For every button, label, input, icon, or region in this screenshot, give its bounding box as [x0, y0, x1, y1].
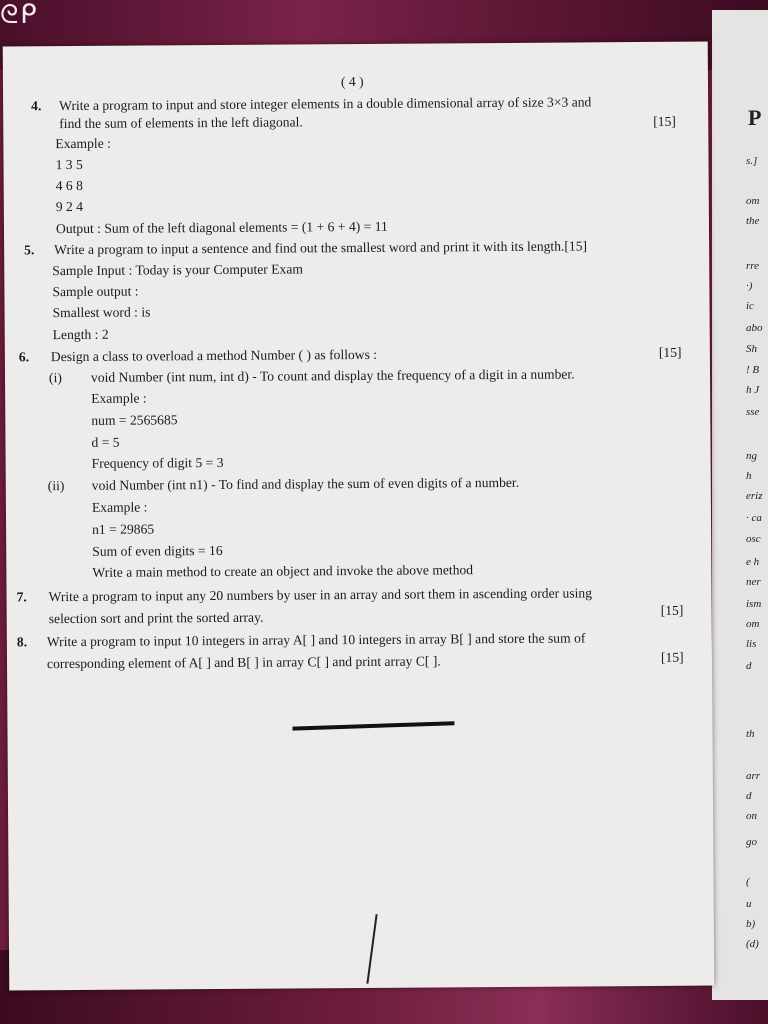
part-text: void Number (int n1) - To find and display the sum of even digits of a number.: [91, 474, 520, 493]
side-page-fragment: u: [746, 898, 752, 910]
side-page-fragment: sse: [746, 406, 760, 418]
example-label: Example :: [91, 499, 148, 515]
side-page-fragment: ner: [746, 576, 761, 588]
marks: [15]: [653, 113, 676, 129]
side-page-fragment: rre: [746, 260, 760, 272]
question-text: Design a class to overload a method Number ( ) as follows :: [50, 346, 378, 365]
side-page-fragment: arr: [746, 770, 761, 782]
side-page-fragment: h J: [746, 384, 760, 396]
side-page-fragment: eriz: [746, 490, 763, 502]
side-page-fragment: om: [746, 195, 760, 207]
question-text: Write a program to input any 20 numbers by user in an array and sort them in ascending order using: [48, 585, 593, 605]
sample-output: Smallest word : is: [52, 304, 151, 321]
side-page-fragment: abo: [746, 322, 763, 334]
question-number: 7.: [16, 589, 27, 605]
side-page-fragment: s.]: [746, 155, 758, 167]
side-page-fragment: on: [746, 810, 757, 822]
side-page-fragment: d: [746, 660, 752, 672]
part-label: (ii): [47, 478, 65, 494]
question-text: Write a program to input a sentence and find out the smallest word and print it with its length.[15]: [54, 238, 588, 258]
page-content: [3, 42, 715, 991]
side-page-fragment: go: [746, 836, 757, 848]
matrix-row: 9 2 4: [55, 198, 84, 215]
side-page-fragment: the: [746, 215, 760, 227]
example-line: n1 = 29865: [92, 521, 155, 537]
question-number: 6.: [18, 349, 30, 365]
page-number: ( 4 ): [340, 73, 364, 90]
side-page-fragment: b): [746, 918, 756, 930]
side-page-fragment: (d): [746, 938, 759, 950]
exam-page: [3, 42, 715, 991]
end-rule: [292, 721, 454, 730]
side-page-fragment: ng: [746, 450, 757, 462]
marks: [15]: [658, 344, 682, 360]
question-text: Write a program to input and store integer elements in a double dimensional array of size 3×3 and: [59, 94, 592, 114]
side-page-fragment: om: [746, 618, 760, 630]
sample-output-label: Sample output :: [52, 283, 139, 300]
corner-logo: ᘓᑭ: [0, 0, 39, 30]
question-number: 5.: [24, 242, 35, 258]
side-page-fragment: d: [746, 790, 752, 802]
matrix-row: 1 3 5: [55, 156, 83, 173]
example-label: Example :: [91, 390, 147, 406]
pen-mark: [366, 914, 377, 984]
side-page-fragment: ism: [746, 598, 762, 610]
question-text: corresponding element of A[ ] and B[ ] in array C[ ] and print array C[ ].: [46, 653, 441, 672]
example-output: Output : Sum of the left diagonal elements = (1 + 6 + 4) = 11: [55, 218, 388, 237]
part-label: (i): [48, 370, 62, 386]
side-page-fragment: lis: [746, 638, 757, 650]
adjacent-page: [712, 10, 768, 1000]
question-text: selection sort and print the sorted array.: [48, 609, 264, 627]
sample-input: Sample Input : Today is your Computer Exam: [52, 261, 303, 279]
example-label: Example :: [55, 135, 111, 152]
marks: [15]: [660, 602, 684, 618]
marks: [15]: [660, 649, 684, 665]
side-page-fragment: Sh: [746, 343, 757, 355]
example-line: Frequency of digit 5 = 3: [91, 454, 224, 471]
question-text: find the sum of elements in the left diagonal.: [59, 114, 303, 132]
question-number: 8.: [16, 634, 28, 650]
side-page-fragment: ! B: [746, 364, 760, 376]
side-page-fragment: (: [746, 876, 750, 888]
example-line: Sum of even digits = 16: [92, 542, 223, 559]
instruction-line: Write a main method to create an object and invoke the above method: [92, 562, 474, 580]
matrix-row: 4 6 8: [55, 177, 83, 194]
side-page-fragment: ic: [746, 300, 754, 312]
side-page-fragment: osc: [746, 533, 761, 545]
question-text: Write a program to input 10 integers in array A[ ] and 10 integers in array B[ ] and store the sum of: [46, 630, 586, 650]
example-line: num = 2565685: [91, 412, 178, 428]
part-text: void Number (int num, int d) - To count and display the frequency of a digit in a number.: [90, 366, 575, 385]
sample-output: Length : 2: [52, 326, 109, 343]
side-page-fragment: P: [748, 105, 762, 130]
side-page-fragment: · ca: [746, 512, 762, 524]
side-page-fragment: h: [746, 470, 752, 482]
question-number: 4.: [31, 98, 42, 114]
side-page-fragment: ·): [746, 280, 753, 292]
side-page-fragment: th: [746, 728, 755, 740]
example-line: d = 5: [91, 434, 120, 450]
side-page-fragment: e h: [746, 556, 760, 568]
